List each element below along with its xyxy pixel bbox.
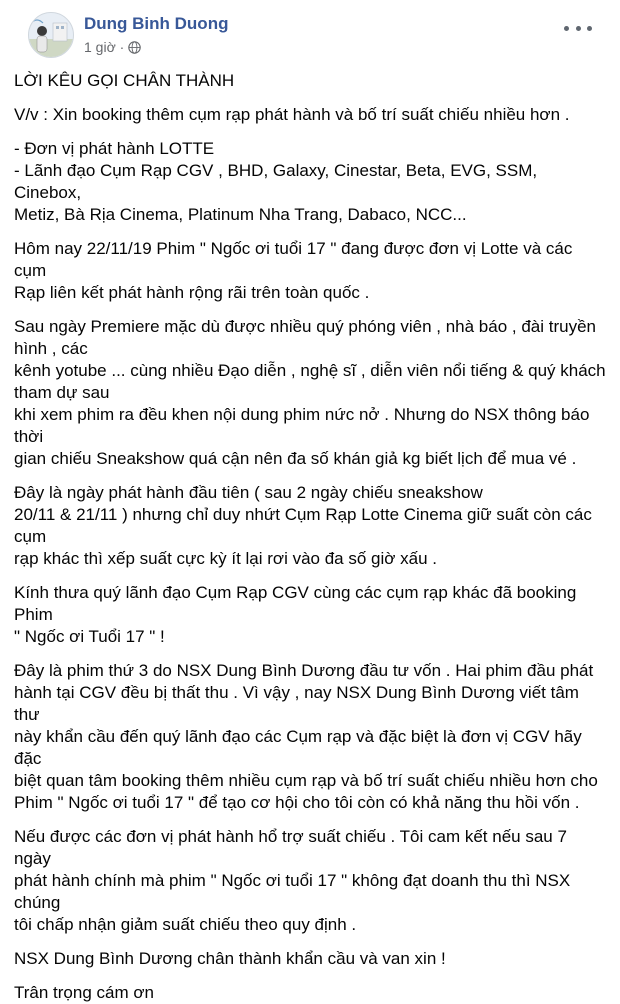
post-body [14, 66, 606, 1004]
globe-icon[interactable] [128, 41, 141, 54]
post-timestamp[interactable]: 1 giờ · [84, 39, 125, 55]
post-header [14, 0, 606, 66]
post-title: LỜI KÊU GỌI CHÂN THÀNH [14, 71, 235, 90]
post-paragraph: Sau ngày Premiere mặc dù được nhiều quý phóng viên , nhà báo , đài truyền hình , các kênh yotube ... cùng nhiều Đạo diễn , nghệ sĩ , diễn viên nổi tiếng & quý khách tham dự sau khi xem phim ra đều khen nội dung phim nức nở . Nhưng do NSX thông báo thời gian chiếu Sneakshow quá cận nên đa số khán giả kg biết lịch để mua vé . [14, 317, 606, 468]
author-name[interactable]: Dung Binh Duong [84, 14, 229, 33]
more-options-button[interactable] [564, 20, 592, 36]
post-paragraph: NSX Dung Bình Dương chân thành khẩn cầu và van xin ! [14, 949, 446, 968]
post-meta [84, 39, 141, 55]
post-paragraph: Hôm nay 22/11/19 Phim " Ngốc ơi tuổi 17 " đang được đơn vị Lotte và các cụm Rạp liên kết phát hành rộng rãi trên toàn quốc . [14, 239, 573, 302]
post-paragraph: Đây là ngày phát hành đầu tiên ( sau 2 ngày chiếu sneakshow 20/11 & 21/11 ) nhưng chỉ duy nhứt Cụm Rạp Lotte Cinema giữ suất còn các cụm rạp khác thì xếp suất cực kỳ ít lại rơi vào đa số giờ xấu . [14, 483, 592, 568]
post-paragraph: Nếu được các đơn vị phát hành hổ trợ suất chiếu . Tôi cam kết nếu sau 7 ngày phát hành chính mà phim " Ngốc ơi tuổi 17 " không đạt doanh thu thì NSX chúng tôi chấp nhận giảm suất chiếu theo quy định . [14, 827, 571, 934]
post-paragraph: V/v : Xin booking thêm cụm rạp phát hành và bố trí suất chiếu nhiều hơn . [14, 105, 570, 124]
more-options-icon [564, 26, 569, 31]
post-paragraph: Đây là phim thứ 3 do NSX Dung Bình Dương đầu tư vốn . Hai phim đầu phát hành tại CGV đều bị thất thu . Vì vậy , nay NSX Dung Bình Dương viết tâm thư này khẩn cầu đến quý lãnh đạo các Cụm rạp và đặc biệt là đơn vị CGV hãy đặc biệt quan tâm booking thêm nhiều cụm rạp và bố trí suất chiếu nhiều hơn cho Phim " Ngốc ơi tuổi 17 " để tạo cơ hội cho tôi còn có khả năng thu hồi vốn . [14, 661, 598, 812]
post-paragraph: Kính thưa quý lãnh đạo Cụm Rạp CGV cùng các cụm rạp khác đã booking Phim " Ngốc ơi Tuổi 17 " ! [14, 583, 577, 646]
author-avatar[interactable] [28, 12, 74, 58]
avatar-image [29, 13, 73, 57]
post-signoff: Trân trọng cám ơn [14, 983, 154, 1002]
post-paragraph: - Đơn vị phát hành LOTTE - Lãnh đạo Cụm Rạp CGV , BHD, Galaxy, Cinestar, Beta, EVG, SSM, Cinebox, Metiz, Bà Rịa Cinema, Platinum Nha Trang, Dabaco, NCC... [14, 139, 538, 224]
